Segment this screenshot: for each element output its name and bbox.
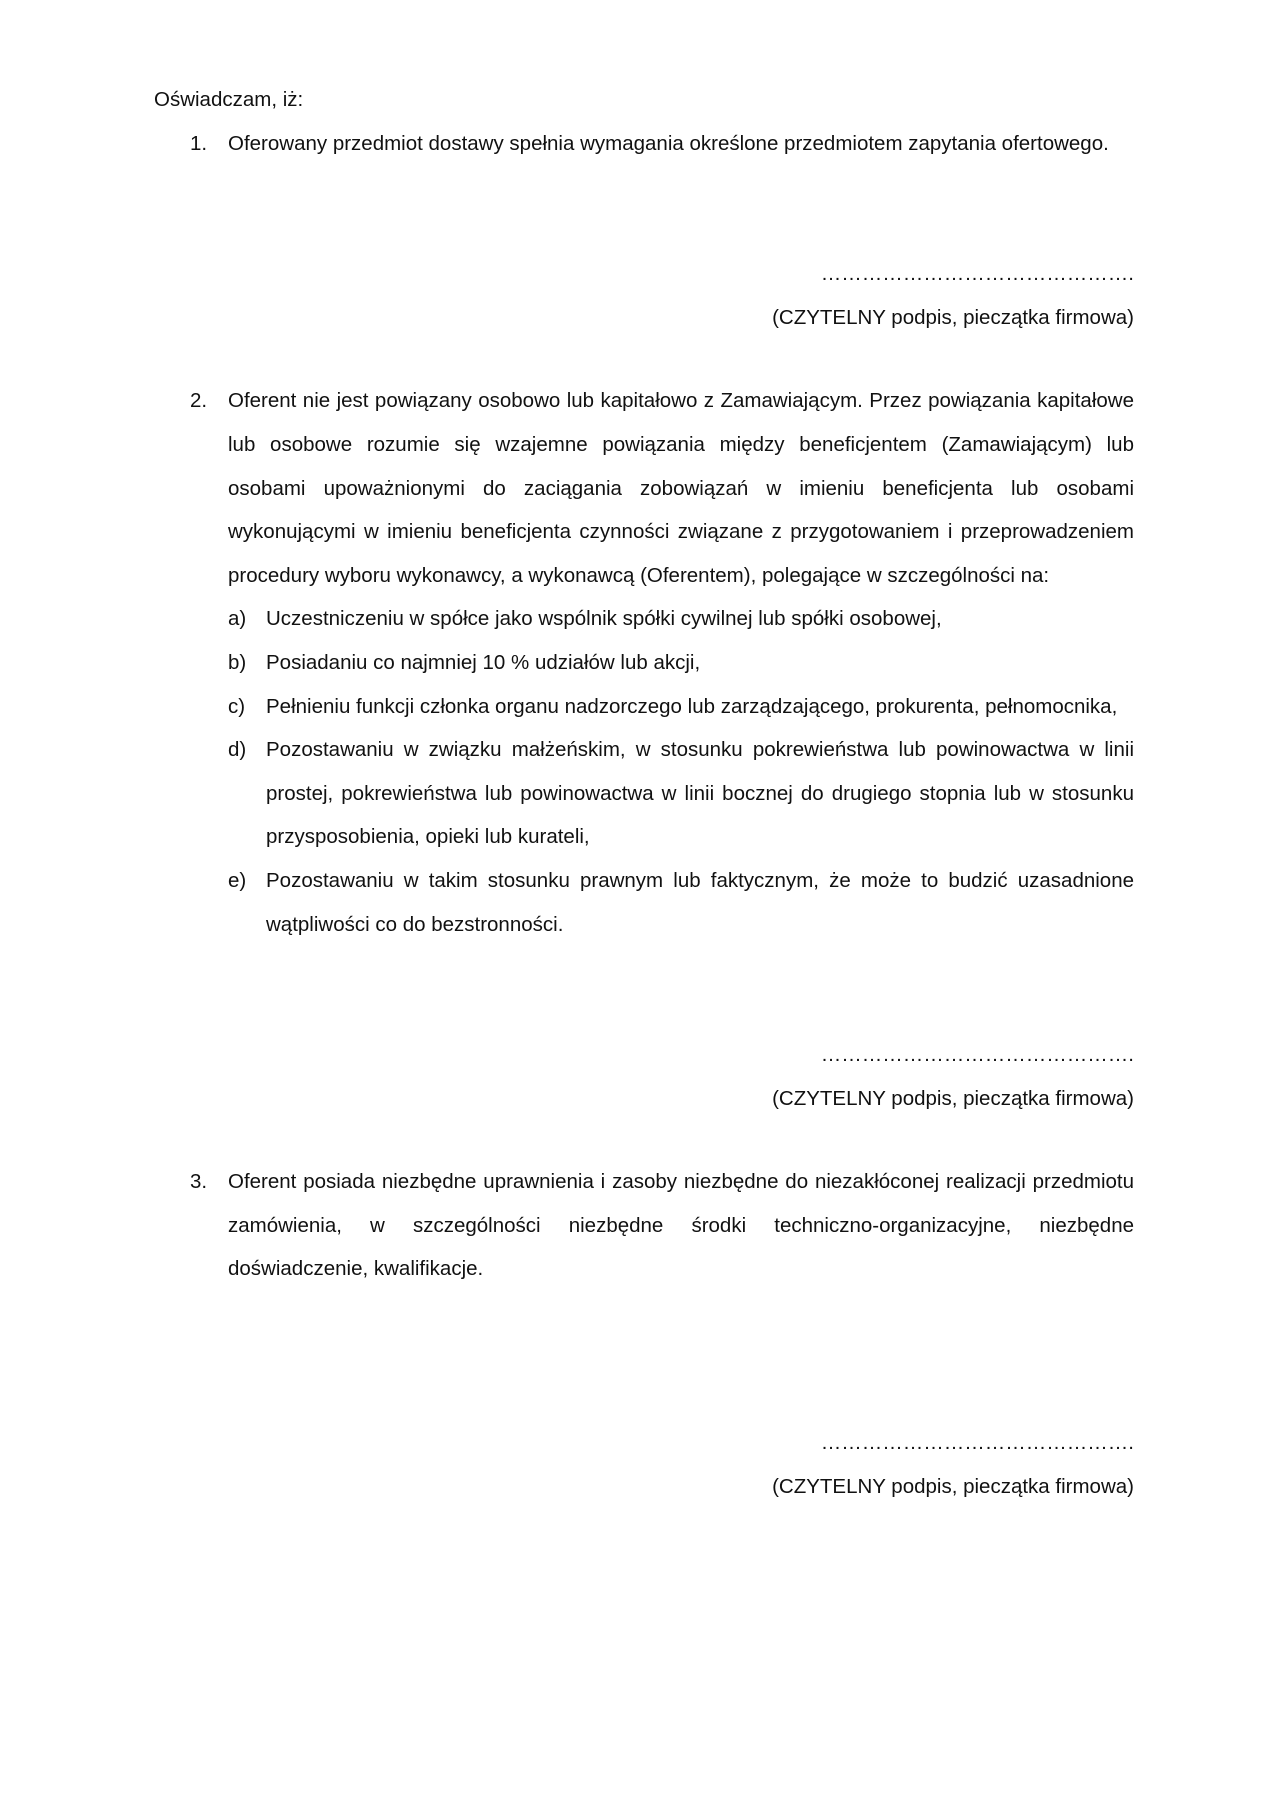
signature-caption-3: (CZYTELNY podpis, pieczątka firmowa) xyxy=(772,1474,1134,1498)
sub-item-c xyxy=(228,685,1134,729)
signature-caption-2: (CZYTELNY podpis, pieczątka firmowa) xyxy=(772,1086,1134,1110)
item-number: 2. xyxy=(190,389,208,413)
sub-item-letter: a) xyxy=(228,607,247,631)
item-number: 1. xyxy=(190,131,208,155)
item-text: Oferent posiada niezbędne uprawnienia i zasoby niezbędne do niezakłóconej realizacji przedmiotu zamówienia, w szczególności niezbędne środki techniczno-organizacyjne, niezbędne doświadczenie, kwalifikacje. xyxy=(228,1170,1134,1281)
declaration-item-1 xyxy=(190,122,1134,166)
sub-item-letter: c) xyxy=(228,694,246,718)
sub-item-text: Pełnieniu funkcji członka organu nadzorczego lub zarządzającego, prokurenta, pełnomocnika, xyxy=(266,694,1118,718)
sub-item-text: Pozostawaniu w związku małżeńskim, w stosunku pokrewieństwa lub powinowactwa w linii prostej, pokrewieństwa lub powinowactwa w linii bocznej do drugiego stopnia lub w stosunku przysposobienia, opieki lub kurateli, xyxy=(266,738,1134,849)
sub-item-a xyxy=(228,597,1134,641)
signature-line-2: ………………………………………. xyxy=(820,1043,1134,1067)
sub-item-b xyxy=(228,641,1134,685)
declaration-item-3 xyxy=(190,1160,1134,1291)
sub-item-text: Posiadaniu co najmniej 10 % udziałów lub akcji, xyxy=(266,650,701,674)
sub-item-e xyxy=(228,859,1134,946)
signature-caption-1: (CZYTELNY podpis, pieczątka firmowa) xyxy=(772,305,1134,329)
signature-line-1: ………………………………………. xyxy=(820,262,1134,286)
declaration-content xyxy=(154,78,1134,1508)
signature-line-3: ………………………………………. xyxy=(820,1431,1134,1455)
item-text: Oferent nie jest powiązany osobowo lub kapitałowo z Zamawiającym. Przez powiązania kapitałowe lub osobowe rozumie się wzajemne powiązania między beneficjentem (Zamawiającym) lub osobami upoważnionymi do zaciągania zobowiązań w imieniu beneficjenta lub osobami wykonującymi w imieniu beneficjenta czynności związane z przygotowaniem i przeprowadzeniem procedury wyboru wykonawcy, a wykonawcą (Oferentem), polegające w szczególności na: xyxy=(228,389,1134,587)
sub-item-letter: b) xyxy=(228,650,247,674)
declaration-intro: Oświadczam, iż: xyxy=(154,88,304,111)
item-number: 3. xyxy=(190,1170,208,1194)
declaration-item-2 xyxy=(190,379,1134,946)
sub-item-letter: d) xyxy=(228,738,247,762)
sub-item-letter: e) xyxy=(228,868,247,892)
item-body xyxy=(228,379,1134,946)
sub-item-text: Pozostawaniu w takim stosunku prawnym lub faktycznym, że może to budzić uzasadnione wątpliwości co do bezstronności. xyxy=(266,868,1134,936)
sub-item-d xyxy=(228,728,1134,859)
item-text: Oferowany przedmiot dostawy spełnia wymagania określone przedmiotem zapytania ofertowego. xyxy=(228,131,1109,155)
sub-item-text: Uczestniczeniu w spółce jako wspólnik spółki cywilnej lub spółki osobowej, xyxy=(266,607,942,631)
